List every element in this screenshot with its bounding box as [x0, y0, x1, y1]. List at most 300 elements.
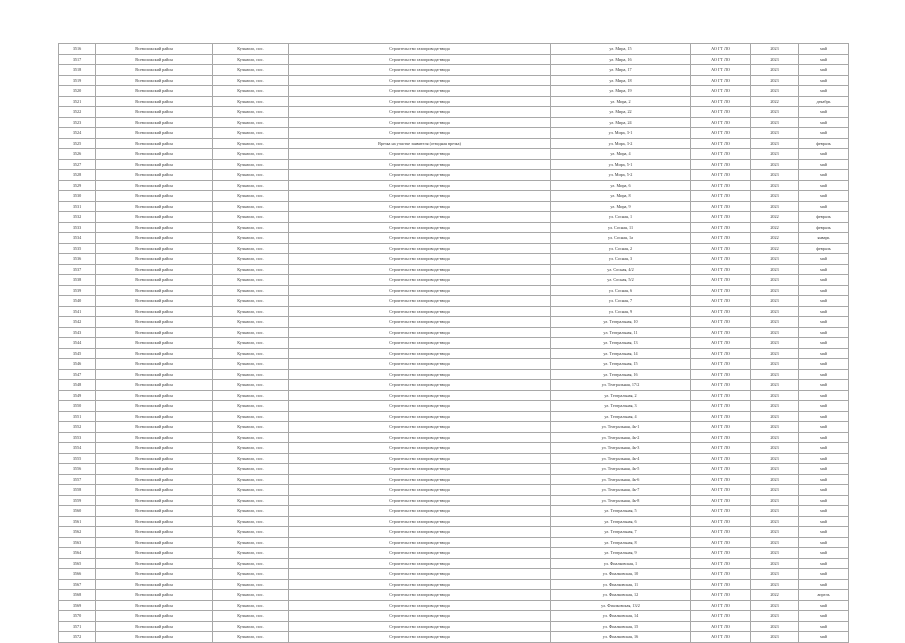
year-cell: 2023	[751, 264, 799, 275]
month-cell: февраль	[799, 138, 849, 149]
organization-cell: АО ГТ ЛО	[691, 327, 751, 338]
district-cell: Всеволожский район	[96, 201, 213, 212]
settlement-cell: Кузьмоло, пос.	[213, 579, 289, 590]
month-cell: май	[799, 317, 849, 328]
row-number-cell: 3562	[59, 527, 96, 538]
year-cell: 2022	[751, 590, 799, 601]
settlement-cell: Кузьмоло, пос.	[213, 348, 289, 359]
address-cell: ул. Театральная, 11	[551, 327, 691, 338]
table-row	[59, 537, 849, 548]
settlement-cell: Кузьмоло, пос.	[213, 380, 289, 391]
table-row	[59, 54, 849, 65]
district-cell: Всеволожский район	[96, 149, 213, 160]
organization-cell: АО ГТ ЛО	[691, 254, 751, 265]
organization-cell: АО ГТ ЛО	[691, 495, 751, 506]
district-cell: Всеволожский район	[96, 422, 213, 433]
year-cell: 2023	[751, 380, 799, 391]
month-cell: май	[799, 264, 849, 275]
address-cell: ул. Сосная, 2	[551, 243, 691, 254]
work-type-cell: Строительство газопровода-ввода	[289, 495, 551, 506]
year-cell: 2022	[751, 222, 799, 233]
month-cell: май	[799, 65, 849, 76]
address-cell: ул. Мира, 18	[551, 75, 691, 86]
organization-cell: АО ГТ ЛО	[691, 170, 751, 181]
table-row	[59, 285, 849, 296]
district-cell: Всеволожский район	[96, 453, 213, 464]
address-cell: ул. Театральная, 17/2	[551, 380, 691, 391]
table-row	[59, 107, 849, 118]
address-cell: ул. Фиалковская, 12	[551, 590, 691, 601]
address-cell: ул. Мира, 24	[551, 117, 691, 128]
settlement-cell: Кузьмоло, пос.	[213, 537, 289, 548]
organization-cell: АО ГТ ЛО	[691, 201, 751, 212]
year-cell: 2023	[751, 138, 799, 149]
work-type-cell: Строительство газопровода-ввода	[289, 422, 551, 433]
organization-cell: АО ГТ ЛО	[691, 338, 751, 349]
district-cell: Всеволожский район	[96, 44, 213, 55]
month-cell: май	[799, 170, 849, 181]
year-cell: 2023	[751, 411, 799, 422]
year-cell: 2023	[751, 170, 799, 181]
month-cell: май	[799, 558, 849, 569]
work-type-cell: Строительство газопровода-ввода	[289, 296, 551, 307]
table-row	[59, 348, 849, 359]
organization-cell: АО ГТ ЛО	[691, 96, 751, 107]
district-cell: Всеволожский район	[96, 338, 213, 349]
work-type-cell: Строительство газопровода-ввода	[289, 632, 551, 643]
address-cell: ул. Театральная, 13	[551, 338, 691, 349]
month-cell: май	[799, 453, 849, 464]
work-type-cell: Строительство газопровода-ввода	[289, 411, 551, 422]
address-cell: ул. Мира, 15	[551, 44, 691, 55]
district-cell: Всеволожский район	[96, 527, 213, 538]
organization-cell: АО ГТ ЛО	[691, 117, 751, 128]
month-cell: май	[799, 306, 849, 317]
month-cell: май	[799, 516, 849, 527]
settlement-cell: Кузьмоло, пос.	[213, 86, 289, 97]
table-row	[59, 359, 849, 370]
year-cell: 2023	[751, 516, 799, 527]
settlement-cell: Кузьмоло, пос.	[213, 212, 289, 223]
organization-cell: АО ГТ ЛО	[691, 107, 751, 118]
work-type-cell: Строительство газопровода-ввода	[289, 306, 551, 317]
year-cell: 2023	[751, 201, 799, 212]
work-type-cell: Строительство газопровода-ввода	[289, 233, 551, 244]
address-cell: ул. Театральная, 2	[551, 390, 691, 401]
organization-cell: АО ГТ ЛО	[691, 44, 751, 55]
year-cell: 2023	[751, 621, 799, 632]
row-number-cell: 3526	[59, 149, 96, 160]
district-cell: Всеволожский район	[96, 117, 213, 128]
organization-cell: АО ГТ ЛО	[691, 75, 751, 86]
settlement-cell: Кузьмоло, пос.	[213, 180, 289, 191]
work-type-cell: Строительство газопровода-ввода	[289, 432, 551, 443]
row-number-cell: 3541	[59, 306, 96, 317]
organization-cell: АО ГТ ЛО	[691, 485, 751, 496]
settlement-cell: Кузьмоло, пос.	[213, 149, 289, 160]
settlement-cell: Кузьмоло, пос.	[213, 411, 289, 422]
address-cell: ул. Сосная, 5/2	[551, 275, 691, 286]
settlement-cell: Кузьмоло, пос.	[213, 296, 289, 307]
address-cell: ул. Театральная, 4к-4	[551, 453, 691, 464]
settlement-cell: Кузьмоло, пос.	[213, 558, 289, 569]
settlement-cell: Кузьмоло, пос.	[213, 390, 289, 401]
row-number-cell: 3543	[59, 327, 96, 338]
organization-cell: АО ГТ ЛО	[691, 243, 751, 254]
table-row	[59, 369, 849, 380]
table-row	[59, 453, 849, 464]
year-cell: 2023	[751, 401, 799, 412]
table-row	[59, 485, 849, 496]
year-cell: 2023	[751, 579, 799, 590]
table-row	[59, 432, 849, 443]
month-cell: май	[799, 44, 849, 55]
month-cell: май	[799, 275, 849, 286]
year-cell: 2023	[751, 65, 799, 76]
settlement-cell: Кузьмоло, пос.	[213, 527, 289, 538]
organization-cell: АО ГТ ЛО	[691, 275, 751, 286]
organization-cell: АО ГТ ЛО	[691, 128, 751, 139]
table-row	[59, 170, 849, 181]
address-cell: ул. Сосная, 1а	[551, 233, 691, 244]
row-number-cell: 3549	[59, 390, 96, 401]
row-number-cell: 3556	[59, 464, 96, 475]
table-row	[59, 96, 849, 107]
settlement-cell: Кузьмоло, пос.	[213, 401, 289, 412]
table-row	[59, 611, 849, 622]
table-row	[59, 306, 849, 317]
month-cell: февраль	[799, 222, 849, 233]
table-row	[59, 516, 849, 527]
table-row	[59, 401, 849, 412]
district-cell: Всеволожский район	[96, 611, 213, 622]
row-number-cell: 3569	[59, 600, 96, 611]
district-cell: Всеволожский район	[96, 296, 213, 307]
address-cell: ул. Театральная, 4	[551, 411, 691, 422]
settlement-cell: Кузьмоло, пос.	[213, 285, 289, 296]
district-cell: Всеволожский район	[96, 285, 213, 296]
address-cell: ул. Театральная, 15	[551, 359, 691, 370]
year-cell: 2023	[751, 180, 799, 191]
month-cell: январь	[799, 233, 849, 244]
organization-cell: АО ГТ ЛО	[691, 285, 751, 296]
table-row	[59, 65, 849, 76]
table-row	[59, 212, 849, 223]
organization-cell: АО ГТ ЛО	[691, 432, 751, 443]
work-type-cell: Строительство газопровода-ввода	[289, 191, 551, 202]
row-number-cell: 3535	[59, 243, 96, 254]
table-row	[59, 632, 849, 643]
month-cell: май	[799, 600, 849, 611]
address-cell: ул. Театральная, 5	[551, 506, 691, 517]
year-cell: 2023	[751, 527, 799, 538]
address-cell: ул. Театральная, 10	[551, 317, 691, 328]
work-type-cell: Строительство газопровода-ввода	[289, 600, 551, 611]
district-cell: Всеволожский район	[96, 537, 213, 548]
address-cell: ул. Мира, 16	[551, 54, 691, 65]
settlement-cell: Кузьмоло, пос.	[213, 621, 289, 632]
year-cell: 2023	[751, 317, 799, 328]
month-cell: май	[799, 495, 849, 506]
row-number-cell: 3557	[59, 474, 96, 485]
address-cell: ул. Театральная, 4к-3	[551, 443, 691, 454]
settlement-cell: Кузьмоло, пос.	[213, 432, 289, 443]
month-cell: май	[799, 411, 849, 422]
table-row	[59, 233, 849, 244]
year-cell: 2023	[751, 75, 799, 86]
row-number-cell: 3566	[59, 569, 96, 580]
organization-cell: АО ГТ ЛО	[691, 548, 751, 559]
address-cell: ул. Сосная, 4/2	[551, 264, 691, 275]
district-cell: Всеволожский район	[96, 411, 213, 422]
month-cell: февраль	[799, 243, 849, 254]
month-cell: май	[799, 327, 849, 338]
address-cell: ул. Сосная, 9	[551, 306, 691, 317]
year-cell: 2023	[751, 611, 799, 622]
district-cell: Всеволожский район	[96, 107, 213, 118]
row-number-cell: 3548	[59, 380, 96, 391]
district-cell: Всеволожский район	[96, 96, 213, 107]
settlement-cell: Кузьмоло, пос.	[213, 233, 289, 244]
table-row	[59, 327, 849, 338]
settlement-cell: Кузьмоло, пос.	[213, 201, 289, 212]
address-cell: ул. Мира, 6	[551, 180, 691, 191]
address-cell: ул. Театральная, 16	[551, 369, 691, 380]
work-type-cell: Строительство газопровода-ввода	[289, 516, 551, 527]
year-cell: 2023	[751, 149, 799, 160]
settlement-cell: Кузьмоло, пос.	[213, 600, 289, 611]
district-cell: Всеволожский район	[96, 306, 213, 317]
settlement-cell: Кузьмоло, пос.	[213, 159, 289, 170]
month-cell: декабрь	[799, 96, 849, 107]
year-cell: 2023	[751, 485, 799, 496]
month-cell: май	[799, 390, 849, 401]
year-cell: 2023	[751, 117, 799, 128]
work-type-cell: Строительство газопровода-ввода	[289, 317, 551, 328]
settlement-cell: Кузьмоло, пос.	[213, 317, 289, 328]
work-type-cell: Строительство газопровода-ввода	[289, 369, 551, 380]
year-cell: 2023	[751, 474, 799, 485]
year-cell: 2022	[751, 212, 799, 223]
row-number-cell: 3540	[59, 296, 96, 307]
row-number-cell: 3516	[59, 44, 96, 55]
month-cell: май	[799, 537, 849, 548]
district-cell: Всеволожский район	[96, 359, 213, 370]
district-cell: Всеволожский район	[96, 275, 213, 286]
settlement-cell: Кузьмоло, пос.	[213, 65, 289, 76]
month-cell: май	[799, 579, 849, 590]
organization-cell: АО ГТ ЛО	[691, 86, 751, 97]
month-cell: май	[799, 54, 849, 65]
work-type-cell: Строительство газопровода-ввода	[289, 359, 551, 370]
district-cell: Всеволожский район	[96, 191, 213, 202]
settlement-cell: Кузьмоло, пос.	[213, 548, 289, 559]
address-cell: ул. Сосная, 6	[551, 285, 691, 296]
settlement-cell: Кузьмоло, пос.	[213, 117, 289, 128]
settlement-cell: Кузьмоло, пос.	[213, 516, 289, 527]
work-type-cell: Строительство газопровода-ввода	[289, 453, 551, 464]
row-number-cell: 3555	[59, 453, 96, 464]
settlement-cell: Кузьмоло, пос.	[213, 506, 289, 517]
address-cell: ул. Сосная, 3	[551, 254, 691, 265]
table-row	[59, 590, 849, 601]
year-cell: 2023	[751, 327, 799, 338]
settlement-cell: Кузьмоло, пос.	[213, 243, 289, 254]
district-cell: Всеволожский район	[96, 474, 213, 485]
settlement-cell: Кузьмоло, пос.	[213, 590, 289, 601]
address-cell: ул. Мира, 5-2	[551, 170, 691, 181]
table-row	[59, 243, 849, 254]
table-row	[59, 443, 849, 454]
work-type-cell: Строительство газопровода-ввода	[289, 380, 551, 391]
work-type-cell: Строительство газопровода-ввода	[289, 180, 551, 191]
settlement-cell: Кузьмоло, пос.	[213, 474, 289, 485]
year-cell: 2023	[751, 54, 799, 65]
row-number-cell: 3544	[59, 338, 96, 349]
year-cell: 2023	[751, 537, 799, 548]
row-number-cell: 3519	[59, 75, 96, 86]
table-row	[59, 422, 849, 433]
year-cell: 2023	[751, 338, 799, 349]
settlement-cell: Кузьмоло, пос.	[213, 54, 289, 65]
work-type-cell: Строительство газопровода-ввода	[289, 569, 551, 580]
row-number-cell: 3534	[59, 233, 96, 244]
row-number-cell: 3561	[59, 516, 96, 527]
district-cell: Всеволожский район	[96, 264, 213, 275]
row-number-cell: 3563	[59, 537, 96, 548]
address-cell: ул. Фиалковская, 1	[551, 558, 691, 569]
address-cell: ул. Театральная, 4к-5	[551, 464, 691, 475]
organization-cell: АО ГТ ЛО	[691, 369, 751, 380]
table-row	[59, 495, 849, 506]
settlement-cell: Кузьмоло, пос.	[213, 464, 289, 475]
district-cell: Всеволожский район	[96, 243, 213, 254]
district-cell: Всеволожский район	[96, 380, 213, 391]
year-cell: 2023	[751, 495, 799, 506]
district-cell: Всеволожский район	[96, 590, 213, 601]
row-number-cell: 3531	[59, 201, 96, 212]
year-cell: 2023	[751, 86, 799, 97]
address-cell: ул. Сосная, 1	[551, 212, 691, 223]
settlement-cell: Кузьмоло, пос.	[213, 495, 289, 506]
organization-cell: АО ГТ ЛО	[691, 611, 751, 622]
year-cell: 2023	[751, 432, 799, 443]
address-cell: ул. Театральная, 3	[551, 401, 691, 412]
settlement-cell: Кузьмоло, пос.	[213, 138, 289, 149]
settlement-cell: Кузьмоло, пос.	[213, 443, 289, 454]
settlement-cell: Кузьмоло, пос.	[213, 359, 289, 370]
work-type-cell: Строительство газопровода-ввода	[289, 264, 551, 275]
row-number-cell: 3550	[59, 401, 96, 412]
table-row	[59, 264, 849, 275]
district-cell: Всеволожский район	[96, 159, 213, 170]
table-row	[59, 579, 849, 590]
table-row	[59, 390, 849, 401]
address-cell: ул. Мира, 22	[551, 107, 691, 118]
row-number-cell: 3518	[59, 65, 96, 76]
organization-cell: АО ГТ ЛО	[691, 348, 751, 359]
organization-cell: АО ГТ ЛО	[691, 233, 751, 244]
year-cell: 2023	[751, 275, 799, 286]
table-row	[59, 506, 849, 517]
row-number-cell: 3537	[59, 264, 96, 275]
work-type-cell: Строительство газопровода-ввода	[289, 527, 551, 538]
settlement-cell: Кузьмоло, пос.	[213, 569, 289, 580]
row-number-cell: 3559	[59, 495, 96, 506]
row-number-cell: 3545	[59, 348, 96, 359]
work-type-cell: Строительство газопровода-ввода	[289, 65, 551, 76]
district-cell: Всеволожский район	[96, 86, 213, 97]
year-cell: 2023	[751, 285, 799, 296]
month-cell: май	[799, 149, 849, 160]
work-type-cell: Строительство газопровода-ввода	[289, 401, 551, 412]
work-type-cell: Строительство газопровода-ввода	[289, 579, 551, 590]
work-type-cell: Строительство газопровода-ввода	[289, 128, 551, 139]
district-cell: Всеволожский район	[96, 569, 213, 580]
address-cell: ул. Мира, 3-2	[551, 138, 691, 149]
table-row	[59, 117, 849, 128]
district-cell: Всеволожский район	[96, 180, 213, 191]
row-number-cell: 3525	[59, 138, 96, 149]
settlement-cell: Кузьмоло, пос.	[213, 264, 289, 275]
row-number-cell: 3536	[59, 254, 96, 265]
table-row	[59, 191, 849, 202]
month-cell: май	[799, 632, 849, 643]
row-number-cell: 3524	[59, 128, 96, 139]
settlement-cell: Кузьмоло, пос.	[213, 306, 289, 317]
table-row	[59, 180, 849, 191]
work-type-cell: Строительство газопровода-ввода	[289, 54, 551, 65]
month-cell: май	[799, 474, 849, 485]
district-cell: Всеволожский район	[96, 495, 213, 506]
month-cell: май	[799, 201, 849, 212]
district-cell: Всеволожский район	[96, 170, 213, 181]
row-number-cell: 3517	[59, 54, 96, 65]
table-row	[59, 159, 849, 170]
organization-cell: АО ГТ ЛО	[691, 453, 751, 464]
organization-cell: АО ГТ ЛО	[691, 506, 751, 517]
table-row	[59, 464, 849, 475]
work-type-cell: Строительство газопровода-ввода	[289, 590, 551, 601]
month-cell: май	[799, 401, 849, 412]
month-cell: февраль	[799, 212, 849, 223]
month-cell: май	[799, 180, 849, 191]
settlement-cell: Кузьмоло, пос.	[213, 254, 289, 265]
table-row	[59, 222, 849, 233]
work-type-cell: Строительство газопровода-ввода	[289, 621, 551, 632]
year-cell: 2023	[751, 296, 799, 307]
table-row	[59, 138, 849, 149]
settlement-cell: Кузьмоло, пос.	[213, 611, 289, 622]
month-cell: май	[799, 254, 849, 265]
district-cell: Всеволожский район	[96, 348, 213, 359]
work-type-cell: Строительство газопровода-ввода	[289, 44, 551, 55]
year-cell: 2023	[751, 107, 799, 118]
gas-connection-table	[58, 43, 849, 643]
work-type-cell: Строительство газопровода-ввода	[289, 474, 551, 485]
table-row	[59, 128, 849, 139]
month-cell: май	[799, 464, 849, 475]
district-cell: Всеволожский район	[96, 390, 213, 401]
year-cell: 2023	[751, 464, 799, 475]
address-cell: ул. Фиалковская, 14	[551, 611, 691, 622]
district-cell: Всеволожский район	[96, 401, 213, 412]
district-cell: Всеволожский район	[96, 516, 213, 527]
work-type-cell: Строительство газопровода-ввода	[289, 86, 551, 97]
month-cell: май	[799, 128, 849, 139]
row-number-cell: 3572	[59, 632, 96, 643]
district-cell: Всеволожский район	[96, 621, 213, 632]
